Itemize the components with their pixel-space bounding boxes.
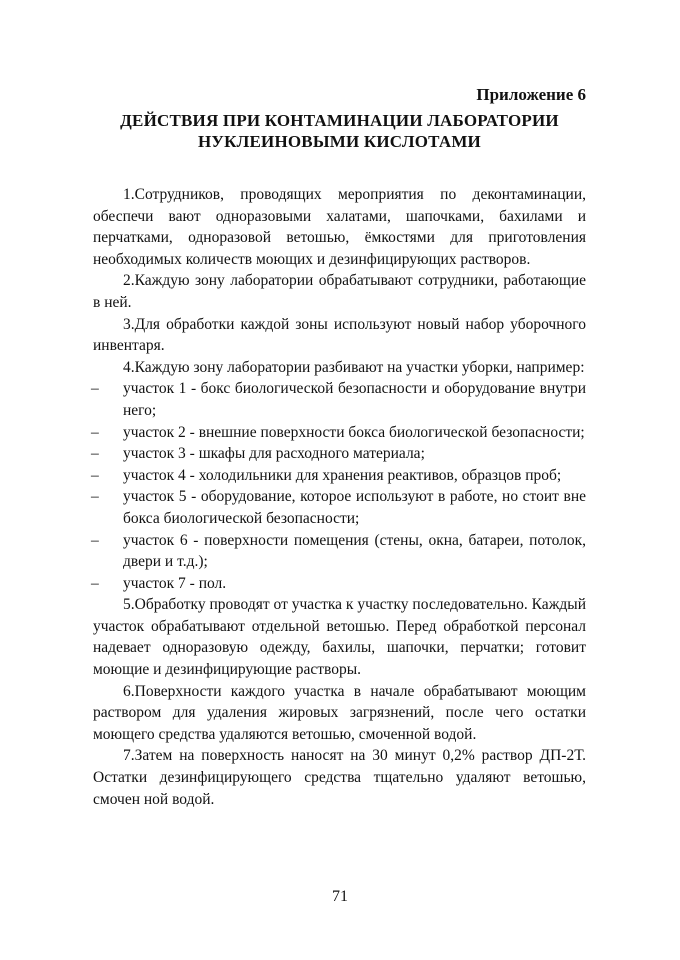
- page-number: 71: [332, 888, 348, 905]
- appendix-label: Приложение 6: [476, 85, 586, 104]
- cleaning-sections-list: [93, 378, 586, 594]
- list-dash: –: [91, 574, 99, 592]
- list-dash: –: [91, 488, 99, 506]
- document-body: [93, 184, 586, 810]
- list-dash: –: [91, 531, 99, 549]
- list-item: [93, 378, 586, 421]
- list-item: [93, 465, 586, 487]
- paragraph-4: 4.Каждую зону лаборатории разбивают на участки уборки, например:: [123, 358, 585, 376]
- list-item-text: участок 5 - оборудование, которое используют в работе, но стоит вне бокса биологической безопасности;: [123, 488, 586, 527]
- list-item-text: участок 3 - шкафы для расходного материала;: [123, 445, 425, 463]
- list-item: [93, 530, 586, 573]
- document-title: [93, 110, 586, 152]
- list-dash: –: [91, 445, 99, 463]
- list-item: [93, 486, 586, 529]
- list-item: [93, 573, 586, 595]
- list-dash: –: [91, 423, 99, 441]
- list-item-text: участок 6 - поверхности помещения (стены, окна, батареи, потолок, двери и т.д.);: [123, 531, 586, 571]
- paragraph-5: 5.Обработку проводят от участка к участку последовательно. Каждый участок обрабатывают отдельной ветошью. Перед обработкой персонал надевает одноразовую одежду, бахилы, шапочки, перчатки; готовит моющие и дезинфицирующие растворы.: [93, 596, 586, 679]
- paragraph-2: 2.Каждую зону лаборатории обрабатывают сотрудники, работающие в ней.: [93, 272, 586, 311]
- paragraph-1: 1.Сотрудников, проводящих мероприятия по деконтаминации, обеспечи вают одноразовыми халатами, шапочками, бахилами и перчатками, одноразовой ветошью, ёмкостями для приготовления необходимых количеств моющих и дезинфицирующих растворов.: [93, 186, 586, 268]
- paragraph-6: 6.Поверхности каждого участка в начале обрабатывают моющим раствором для удаления жировых загрязнений, после чего остатки моющего средства удаляются ветошью, смоченной водой.: [93, 682, 586, 743]
- paragraph-3: 3.Для обработки каждой зоны используют новый набор уборочного инвентаря.: [93, 315, 586, 355]
- list-item: [93, 422, 586, 444]
- paragraph-7: 7.Затем на поверхность наносят на 30 минут 0,2% раствор ДП-2Т. Остатки дезинфицирующего средства тщательно удаляют ветошью, смочен ной водой.: [93, 747, 586, 808]
- list-dash: –: [91, 466, 99, 484]
- page-content: [93, 84, 586, 810]
- title-line-1: ДЕЙСТВИЯ ПРИ КОНТАМИНАЦИИ ЛАБОРАТОРИИ: [120, 111, 559, 130]
- title-line-2: НУКЛЕИНОВЫМИ КИСЛОТАМИ: [198, 132, 481, 151]
- list-item-text: участок 2 - внешние поверхности бокса биологической безопасности;: [123, 423, 585, 441]
- list-item-text: участок 4 - холодильники для хранения реактивов, образцов проб;: [123, 466, 562, 484]
- list-item-text: участок 1 - бокс биологической безопасности и оборудование внутри него;: [123, 380, 586, 419]
- list-dash: –: [91, 380, 99, 398]
- list-item: [93, 443, 586, 465]
- list-item-text: участок 7 - пол.: [123, 574, 227, 592]
